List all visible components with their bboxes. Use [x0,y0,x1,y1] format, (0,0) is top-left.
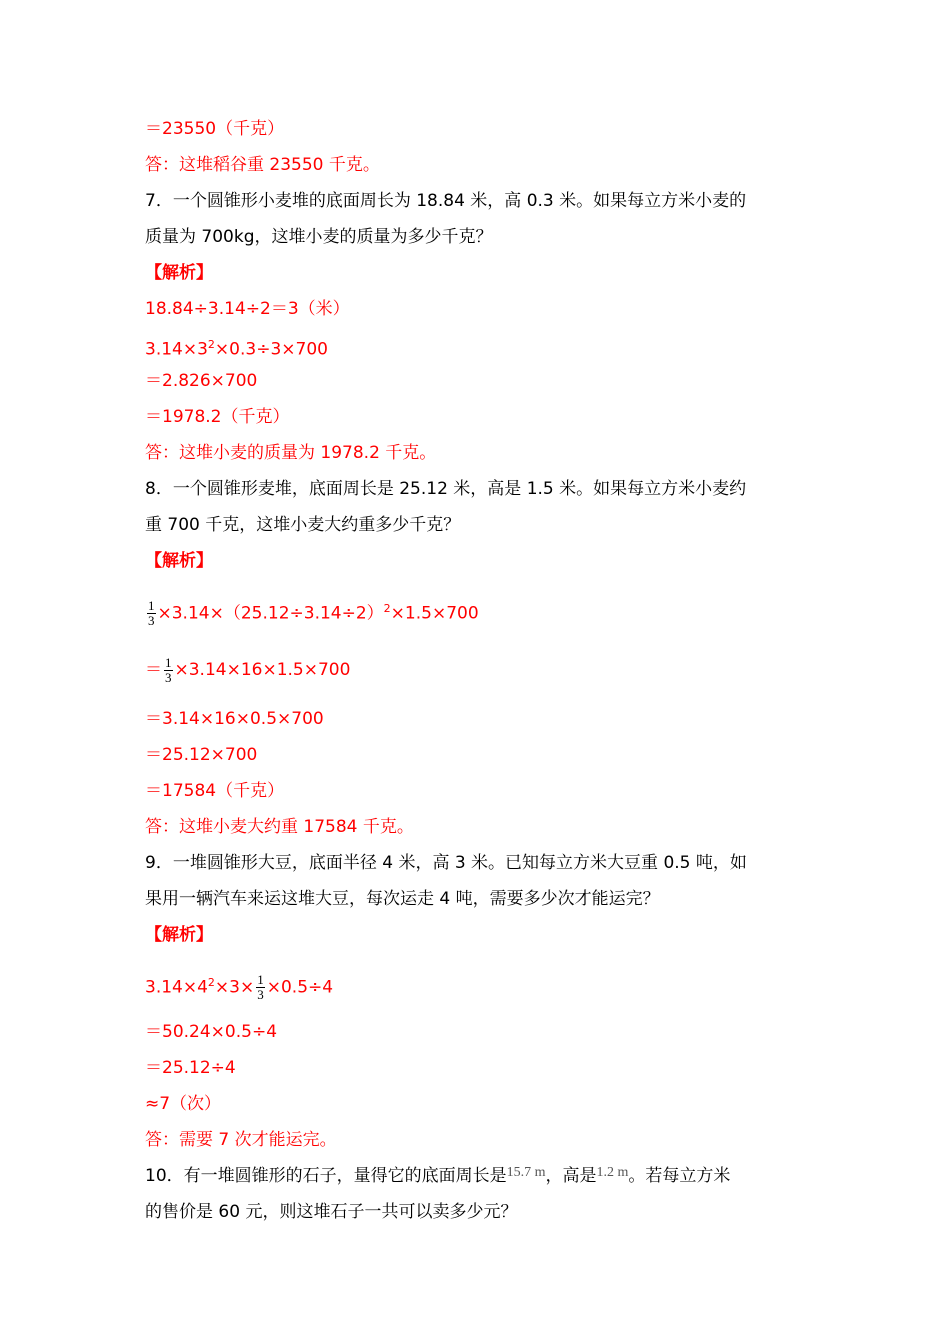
solution-8-step-5: ＝17584（千克） [145,781,285,801]
solution-8-step-1: $\frac{1}{3}$ $\times 3.14\times(25.12\div 3.14\div 2)^2\times 1.5\times 700$ [148,598,479,629]
question-7-line-1: 7．一个圆锥形小麦堆的底面周长为 18.84 米，高 0.3 米。如果每立方米小麦的 [145,191,747,211]
solution-8-step-4: ＝25.12×700 [145,745,258,765]
question-10-line-1: 10．有一堆圆锥形的石子，量得它的底面周长是$^{15.7 m}$，高是$^{1.2 m}$。若每立方米 [145,1165,731,1186]
analysis-heading-7: 【解析】 [145,263,213,283]
solution-9-step-4: ≈7（次） [145,1094,222,1114]
measure-height: 1.2 m [596,1165,629,1180]
fraction-one-third: $\frac{1}{3}$ [148,598,155,629]
solution-7-step-2: $3.14\times 3^2\times 0.3\div 3\times 700$ [145,338,328,360]
fraction-one-third: $\frac{1}{3}$ [257,972,264,1003]
analysis-heading-9: 【解析】 [145,925,213,945]
solution-9-step-1: $3.14\times 4^2\times 3\times$ $\frac{1}{3}$ ×0.5÷4 [145,972,334,1003]
fraction-one-third: $\frac{1}{3}$ [165,654,172,685]
solution-8-step-3: ＝3.14×16×0.5×700 [145,709,324,729]
question-9-line-1: 9．一堆圆锥形大豆，底面半径 4 米，高 3 米。已知每立方米大豆重 0.5 吨，如 [145,853,747,873]
answer-line: 答：这堆稻谷重 23550 千克。 [145,155,380,175]
question-9-line-2: 果用一辆汽车来运这堆大豆，每次运走 4 吨，需要多少次才能运完？ [145,889,660,909]
measure-circumference: 15.7 m [506,1165,546,1180]
question-10-line-2: 的售价是 60 元，则这堆石子一共可以卖多少元？ [145,1202,518,1222]
solution-7-step-3: ＝2.826×700 [145,371,258,391]
solution-line: ＝23550（千克） [145,119,285,139]
answer-8: 答：这堆小麦大约重 17584 千克。 [145,817,414,837]
question-8-line-2: 重 700 千克，这堆小麦大约重多少千克？ [145,515,461,535]
question-7-line-2: 质量为 700kg，这堆小麦的质量为多少千克？ [145,227,493,247]
answer-9: 答：需要 7 次才能运完。 [145,1130,337,1150]
solution-7-step-4: ＝1978.2（千克） [145,407,290,427]
solution-9-step-2: ＝50.24×0.5÷4 [145,1022,278,1042]
solution-8-step-2: ＝ $\frac{1}{3}$ ×3.14×16×1.5×700 [145,654,351,685]
answer-7: 答：这堆小麦的质量为 1978.2 千克。 [145,443,437,463]
question-8-line-1: 8．一个圆锥形麦堆，底面周长是 25.12 米，高是 1.5 米。如果每立方米小麦约 [145,479,747,499]
analysis-heading-8: 【解析】 [145,551,213,571]
solution-9-step-3: ＝25.12÷4 [145,1058,236,1078]
solution-7-step-1: 18.84÷3.14÷2＝3（米） [145,299,350,319]
